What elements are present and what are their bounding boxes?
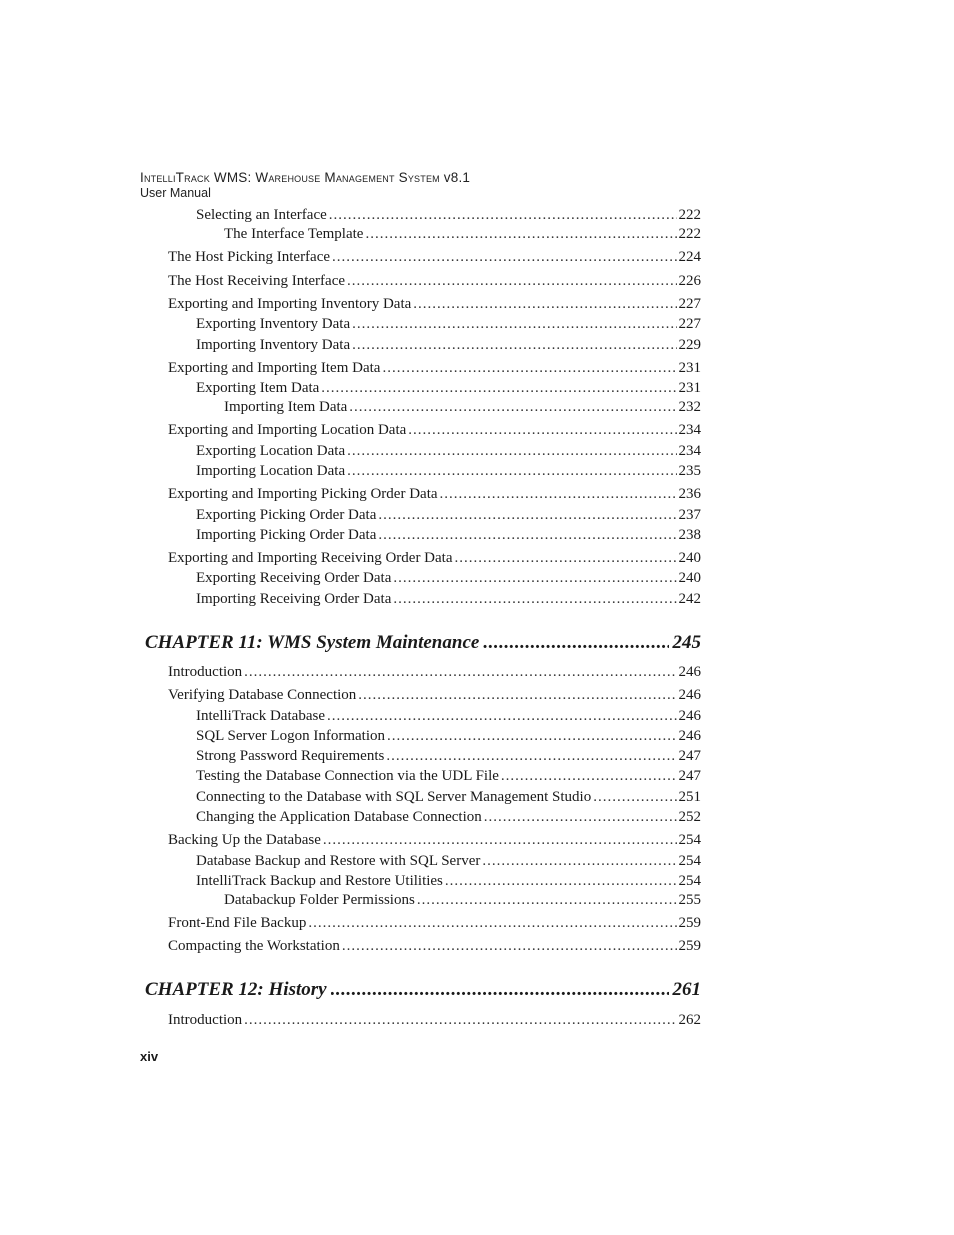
toc-entry[interactable]	[168, 686, 701, 704]
toc-entry-page: 229	[678, 337, 701, 353]
toc-entry[interactable]	[196, 590, 701, 608]
toc-entry-label: Connecting to the Database with SQL Server Management Studio	[196, 789, 592, 805]
toc-entry-page: 246	[678, 728, 701, 744]
toc-entry[interactable]	[196, 442, 701, 460]
dot-leader	[378, 526, 676, 544]
dot-leader	[593, 788, 676, 806]
dot-leader	[393, 569, 676, 587]
toc-entry[interactable]	[196, 727, 701, 745]
toc-entry-page: 238	[678, 527, 701, 543]
toc-entry-label: IntelliTrack Backup and Restore Utilities	[196, 873, 443, 889]
header-title-part: ntelli	[143, 170, 176, 185]
toc-entry-page: 254	[678, 853, 701, 869]
chapter-page: 261	[672, 979, 701, 1000]
dot-leader	[482, 852, 676, 870]
toc-entry-page: 251	[678, 789, 701, 805]
toc-entry-page: 246	[678, 708, 701, 724]
toc-entry-label: Strong Password Requirements	[196, 748, 385, 764]
toc-entry-page: 224	[678, 249, 701, 265]
toc-entry[interactable]	[196, 336, 701, 354]
dot-leader	[501, 767, 677, 785]
toc-entry[interactable]	[224, 891, 701, 909]
toc-entry[interactable]	[168, 549, 701, 567]
toc-entry[interactable]	[168, 421, 701, 439]
header-subtitle: User Manual	[140, 186, 211, 200]
dot-leader	[347, 442, 676, 460]
toc-entry-page: 247	[678, 748, 701, 764]
chapter-page: 245	[672, 632, 701, 653]
toc-entry[interactable]	[196, 379, 701, 397]
dot-leader	[445, 872, 677, 890]
toc-entry[interactable]	[196, 788, 701, 806]
toc-entry-page: 234	[678, 422, 701, 438]
toc-entry-page: 231	[678, 380, 701, 396]
toc-entry[interactable]	[196, 707, 701, 725]
dot-leader	[342, 937, 677, 955]
toc-entry-page: 247	[678, 768, 701, 784]
toc-entry[interactable]	[168, 272, 701, 290]
toc-entry[interactable]	[196, 526, 701, 544]
toc-entry-label: Testing the Database Connection via the UDL File	[196, 768, 499, 784]
toc-entry-label: Databackup Folder Permissions	[224, 892, 415, 908]
toc-entry[interactable]	[196, 808, 701, 826]
dot-leader	[408, 421, 676, 439]
toc-entry[interactable]	[168, 663, 701, 681]
toc-entry[interactable]	[196, 315, 701, 333]
toc-chapter-12[interactable]	[145, 979, 701, 1001]
header-title-part: W	[255, 170, 269, 185]
toc-entry-page: 231	[678, 360, 701, 376]
dot-leader	[349, 398, 676, 416]
toc-entry[interactable]	[196, 506, 701, 524]
toc-entry[interactable]	[196, 767, 701, 785]
toc-entry-page: 236	[678, 486, 701, 502]
toc-entry-label: The Interface Template	[224, 226, 364, 242]
header-title-part: v8.1	[439, 170, 471, 185]
toc-entry-label: Importing Receiving Order Data	[196, 591, 392, 607]
toc-entry-page: 234	[678, 443, 701, 459]
toc-entry[interactable]	[168, 1011, 701, 1029]
header-title-part: anagement	[335, 170, 399, 185]
toc-entry[interactable]	[196, 569, 701, 587]
toc-entry-page: 227	[678, 296, 701, 312]
dot-leader	[378, 506, 676, 524]
dot-leader	[308, 914, 676, 932]
dot-leader	[483, 632, 668, 654]
dot-leader	[484, 808, 677, 826]
toc-entry-page: 222	[678, 207, 701, 223]
dot-leader	[382, 359, 676, 377]
toc-entry[interactable]	[168, 831, 701, 849]
toc-entry-label: IntelliTrack Database	[196, 708, 325, 724]
toc-entry[interactable]	[224, 398, 701, 416]
dot-leader	[440, 485, 677, 503]
toc-entry-label: Exporting Receiving Order Data	[196, 570, 392, 586]
toc-entry[interactable]	[224, 225, 701, 243]
dot-leader	[332, 248, 676, 266]
toc-entry-page: 242	[678, 591, 701, 607]
toc-entry-label: Exporting Location Data	[196, 443, 346, 459]
toc-entry-label: Importing Picking Order Data	[196, 527, 377, 543]
toc-entry-page: 259	[678, 938, 701, 954]
page-number: xiv	[140, 1049, 159, 1064]
toc-entry-label: Exporting Item Data	[196, 380, 320, 396]
header-title-part: ystem	[407, 170, 440, 185]
toc-entry-label: Changing the Application Database Connection	[196, 809, 482, 825]
toc-entry-label: Importing Location Data	[196, 463, 346, 479]
header-title-part: T	[175, 170, 185, 185]
dot-leader	[393, 590, 676, 608]
dot-leader	[331, 979, 669, 1001]
header-title	[140, 170, 470, 185]
toc-entry[interactable]	[168, 937, 701, 955]
toc-entry-page: 240	[678, 550, 701, 566]
dot-leader	[455, 549, 677, 567]
dot-leader	[358, 686, 676, 704]
toc-entry-page: 232	[678, 399, 701, 415]
toc-entry-page: 235	[678, 463, 701, 479]
toc-entry-label: Backing Up the Database	[168, 832, 321, 848]
running-header	[140, 170, 470, 200]
toc-entry-page: 240	[678, 570, 701, 586]
toc-entry-label: Exporting and Importing Receiving Order Data	[168, 550, 453, 566]
toc-entry-page: 255	[678, 892, 701, 908]
dot-leader	[413, 295, 676, 313]
dot-leader	[347, 462, 676, 480]
dot-leader	[244, 663, 676, 681]
chapter-title: CHAPTER 11: WMS System Maintenance	[145, 632, 480, 653]
toc-entry-page: 254	[678, 832, 701, 848]
toc-entry-label: Exporting Picking Order Data	[196, 507, 377, 523]
toc-entry-label: Introduction	[168, 1012, 243, 1028]
toc-entry-label: SQL Server Logon Information	[196, 728, 385, 744]
toc-entry-page: 226	[678, 273, 701, 289]
toc-entry-page: 252	[678, 809, 701, 825]
toc-entry-label: Introduction	[168, 664, 243, 680]
toc-entry[interactable]	[196, 206, 701, 224]
toc-entry-page: 246	[678, 664, 701, 680]
toc-entry-label: Exporting and Importing Item Data	[168, 360, 381, 376]
dot-leader	[386, 747, 676, 765]
toc-entry[interactable]	[168, 359, 701, 377]
header-title-part: rack	[184, 170, 210, 185]
toc-entry[interactable]	[196, 462, 701, 480]
dot-leader	[352, 315, 676, 333]
toc-entry-label: Selecting an Interface	[196, 207, 327, 223]
toc-entry-label: Exporting and Importing Location Data	[168, 422, 407, 438]
dot-leader	[244, 1011, 676, 1029]
header-title-part: arehouse	[268, 170, 325, 185]
header-title-part: WMS:	[209, 170, 256, 185]
toc-entry[interactable]	[168, 914, 701, 932]
toc-entry-label: Verifying Database Connection	[168, 687, 357, 703]
toc-entry-page: 254	[678, 873, 701, 889]
toc-entry-label: The Host Picking Interface	[168, 249, 331, 265]
toc-entry-page: 259	[678, 915, 701, 931]
dot-leader	[417, 891, 677, 909]
dot-leader	[321, 379, 676, 397]
toc-entry-label: Exporting and Importing Picking Order Data	[168, 486, 438, 502]
toc-entry[interactable]	[168, 248, 701, 266]
toc-entry[interactable]	[168, 295, 701, 313]
toc-entry-label: The Host Receiving Interface	[168, 273, 346, 289]
toc-entry[interactable]	[196, 747, 701, 765]
chapter-title: CHAPTER 12: History	[145, 979, 327, 1000]
toc-entry-page: 222	[678, 226, 701, 242]
toc-entry-label: Importing Item Data	[224, 399, 348, 415]
header-title-part: M	[324, 170, 336, 185]
toc-entry-label: Database Backup and Restore with SQL Server	[196, 853, 481, 869]
toc-entry-label: Front-End File Backup	[168, 915, 307, 931]
toc-entry-label: Exporting and Importing Inventory Data	[168, 296, 412, 312]
toc-entry-label: Importing Inventory Data	[196, 337, 351, 353]
toc-entry-label: Exporting Inventory Data	[196, 316, 351, 332]
dot-leader	[347, 272, 676, 290]
toc-entry[interactable]	[196, 852, 701, 870]
header-title-part: I	[140, 170, 144, 185]
toc-chapter-11[interactable]	[145, 632, 701, 654]
toc-entry[interactable]	[196, 872, 701, 890]
toc-entry-label: Compacting the Workstation	[168, 938, 340, 954]
dot-leader	[387, 727, 677, 745]
toc-entry-page: 262	[678, 1012, 701, 1028]
dot-leader	[365, 225, 676, 243]
dot-leader	[329, 206, 677, 224]
dot-leader	[323, 831, 677, 849]
toc-entry-page: 237	[678, 507, 701, 523]
toc-entry[interactable]	[168, 485, 701, 503]
dot-leader	[352, 336, 676, 354]
dot-leader	[327, 707, 677, 725]
toc-entry-page: 227	[678, 316, 701, 332]
header-title-part: S	[398, 170, 408, 185]
toc-entry-page: 246	[678, 687, 701, 703]
